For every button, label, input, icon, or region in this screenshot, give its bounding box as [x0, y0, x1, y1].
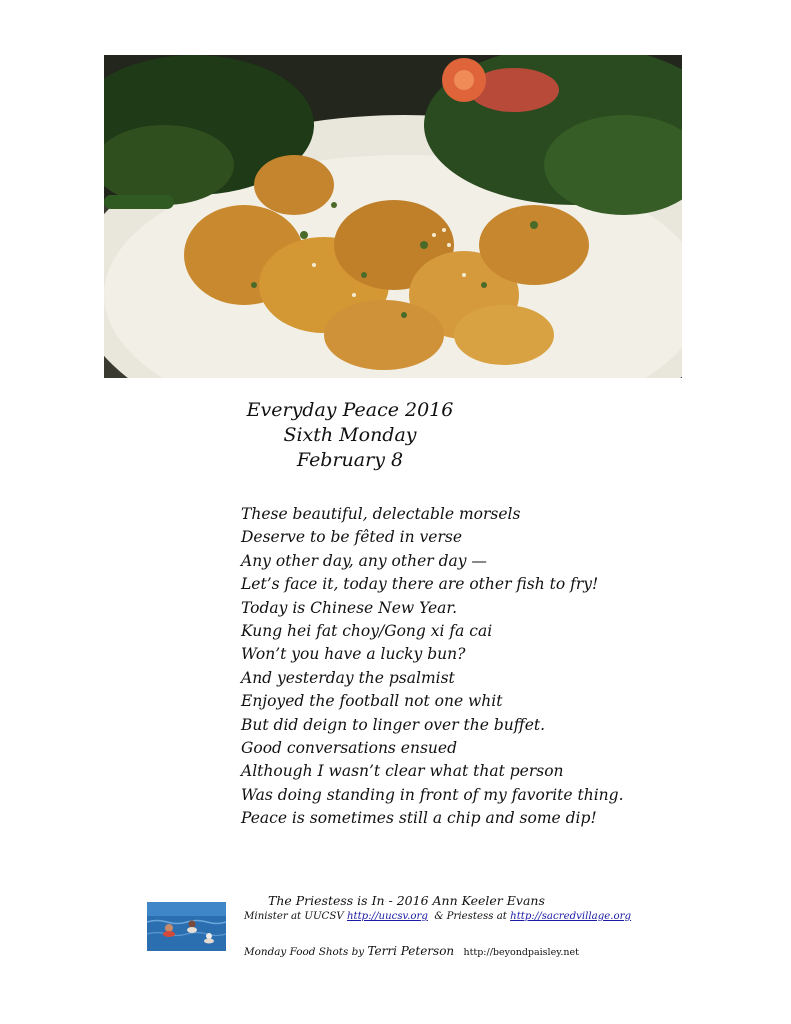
- photographer-name: Terri Peterson: [367, 944, 455, 958]
- poem-line: And yesterday the psalmist: [241, 668, 455, 687]
- poem-line: Let’s face it, today there are other fish to fry!: [241, 575, 599, 594]
- poem-line: Peace is sometimes still a chip and some dip!: [241, 809, 597, 828]
- poem-line: Deserve to be fêted in verse: [241, 528, 462, 547]
- credit-middle: & Priestess at: [434, 911, 507, 922]
- poem-line: These beautiful, delectable morsels: [241, 505, 521, 523]
- poem-line: Any other day, any other day —: [241, 551, 487, 570]
- poem-line: But did deign to linger over the buffet.: [241, 715, 546, 734]
- poem-line: Enjoyed the football not one whit: [241, 692, 503, 711]
- footer-credits: [244, 911, 631, 922]
- sacredvillage-link[interactable]: http://sacredvillage.org: [510, 911, 632, 922]
- footer-title: The Priestess is In - 2016 Ann Keeler Evans: [268, 893, 545, 908]
- food-photo: [104, 55, 682, 378]
- heading-week: Sixth Monday: [283, 424, 417, 446]
- swimmers-image: [147, 902, 226, 951]
- poem-line: Was doing standing in front of my favorite thing.: [241, 785, 624, 804]
- poem-line: Today is Chinese New Year.: [241, 598, 458, 617]
- heading-date: February 8: [296, 449, 404, 471]
- food-credit-prefix: Monday Food Shots by: [244, 946, 365, 958]
- photographer-site: http://beyondpaisley.net: [463, 947, 579, 958]
- poem-line: Although I wasn’t clear what that person: [241, 762, 564, 781]
- heading-series: Everyday Peace 2016: [246, 399, 454, 421]
- uucsv-link[interactable]: http://uucsv.org: [346, 911, 428, 922]
- credit-prefix: Minister at UUCSV: [244, 911, 344, 922]
- footer-food-credit: [244, 944, 579, 958]
- poem-line: Won’t you have a lucky bun?: [241, 645, 466, 664]
- swimmers-photo: [147, 902, 226, 951]
- poem-line: Kung hei fat choy/Gong xi fa cai: [241, 622, 493, 641]
- poem-body: [241, 503, 681, 831]
- poem-heading: [200, 398, 500, 473]
- gnocchi-plate-image: [104, 55, 682, 378]
- poem-line: Good conversations ensued: [241, 739, 457, 758]
